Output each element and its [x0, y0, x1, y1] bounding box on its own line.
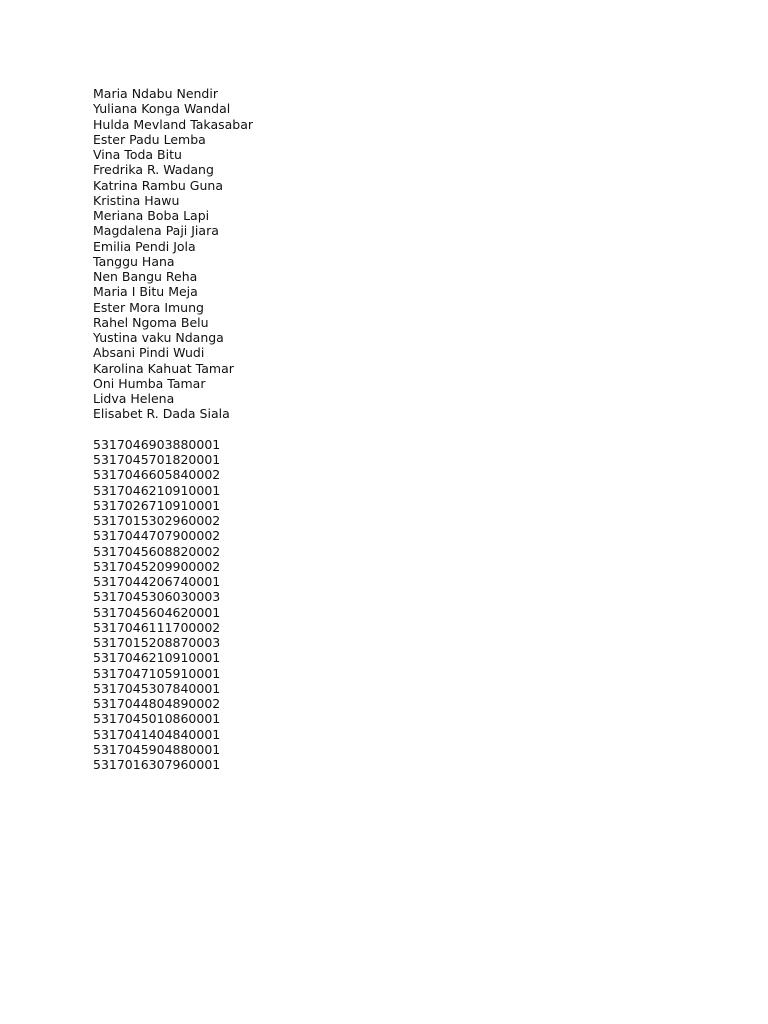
- names-list: [93, 86, 253, 422]
- name-item: Maria I Bitu Meja: [93, 284, 198, 300]
- name-item: Karolina Kahuat Tamar: [93, 360, 234, 376]
- id-number-item: 5317046210910001: [93, 482, 221, 498]
- name-item: Tanggu Hana: [93, 253, 175, 269]
- name-item: Ester Mora Imung: [93, 299, 204, 315]
- id-number-item: 5317045010860001: [93, 711, 221, 727]
- name-item: Lidva Helena: [93, 391, 175, 406]
- id-number-item: 5317016307960001: [93, 757, 221, 772]
- id-number-item: 5317045608820002: [93, 543, 221, 559]
- id-number-item: 5317047105910001: [93, 665, 221, 681]
- id-number-item: 5317045904880001: [93, 741, 221, 757]
- id-number-item: 5317046605840002: [93, 467, 221, 483]
- id-number-item: 5317045701820001: [93, 452, 221, 467]
- id-number-item: 5317044707900002: [93, 528, 221, 544]
- id-number-item: 5317045307840001: [93, 680, 221, 696]
- id-number-item: 5317015208870003: [93, 635, 221, 650]
- id-number-item: 5317045209900002: [93, 558, 221, 574]
- name-item: Magdalena Paji Jiara: [93, 223, 219, 239]
- name-item: Hulda Mevland Takasabar: [93, 116, 254, 132]
- id-numbers-list: [93, 437, 253, 773]
- id-number-item: 5317045604620001: [93, 604, 221, 620]
- id-number-item: 5317045306030003: [93, 589, 221, 605]
- id-number-item: 5317044804890002: [93, 696, 221, 711]
- id-number-item: 5317046111700002: [93, 619, 221, 635]
- name-item: Maria Ndabu Nendir: [93, 86, 218, 101]
- name-item: Emilia Pendi Jola: [93, 238, 196, 254]
- name-item: Katrina Rambu Guna: [93, 177, 223, 193]
- id-number-item: 5317046210910001: [93, 650, 221, 666]
- name-item: Absani Pindi Wudi: [93, 345, 205, 361]
- id-number-item: 5317046903880001: [93, 436, 221, 452]
- name-item: Kristina Hawu: [93, 192, 180, 208]
- name-item: Yustina vaku Ndanga: [93, 330, 224, 345]
- id-number-item: 5317015302960002: [93, 513, 221, 528]
- document-page: [93, 86, 253, 772]
- name-item: Ester Padu Lemba: [93, 131, 206, 147]
- id-number-item: 5317041404840001: [93, 726, 221, 742]
- name-item: Fredrika R. Wadang: [93, 162, 214, 178]
- name-item: Rahel Ngoma Belu: [93, 314, 209, 330]
- name-item: Oni Humba Tamar: [93, 375, 206, 391]
- name-item: Nen Bangu Reha: [93, 269, 198, 284]
- name-item: Elisabet R. Dada Siala: [93, 406, 230, 422]
- name-item: Meriana Boba Lapi: [93, 208, 210, 223]
- name-item: Vina Toda Bitu: [93, 147, 182, 162]
- id-number-item: 5317026710910001: [93, 497, 221, 513]
- id-number-item: 5317044206740001: [93, 574, 221, 589]
- section-gap: [93, 422, 253, 437]
- name-item: Yuliana Konga Wandal: [93, 101, 231, 117]
